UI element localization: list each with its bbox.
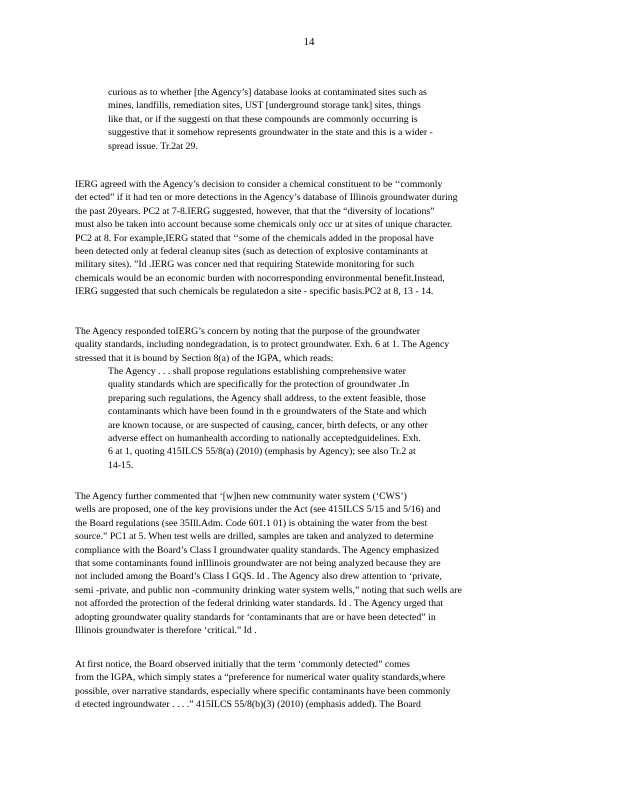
text-line: mines, landfills, remediation sites, UST [underground storage tank] sites, things xyxy=(108,100,421,112)
paragraph-first-notice xyxy=(75,658,540,712)
text-line: IERG agreed with the Agency’s decision to consider a chemical constituent to be ‘‘commonly xyxy=(75,179,443,190)
text-line: must also be taken into account because some chemicals only occ ur at sites of unique character. xyxy=(75,219,453,231)
text-line: been detected only at federal cleanup sites (such as detection of explosive contaminants at xyxy=(75,245,428,257)
text-line: adverse effect on humanhealth according to nationally acceptedguidelines. Exh. xyxy=(108,432,421,444)
text-line: curious as to whether [the Agency’s] database looks at contaminated sites such as xyxy=(108,87,427,98)
text-line: Illinois groundwater is therefore ‘critical.” Id . xyxy=(75,624,257,636)
text-line: military sites). ”Id .IERG was concer ned that requiring Statewide monitoring for such xyxy=(75,259,414,271)
paragraph-agency-response xyxy=(75,325,540,365)
page-number: 14 xyxy=(303,36,315,48)
text-line: IERG suggested that such chemicals be regulatedon a site - specific basis.PC2 at 8, 13 - 14. xyxy=(75,286,434,298)
text-line: not afforded the protection of the federal drinking water standards. Id . The Agency urged that xyxy=(75,598,444,610)
text-line: PC2 at 8. For example,IERG stated that ‘‘some of the chemicals added in the proposal have xyxy=(75,232,434,244)
text-line: The Agency . . . shall propose regulations establishing comprehensive water xyxy=(108,366,406,377)
text-line: are known tocause, or are suspected of causing, cancer, birth defects, or any other xyxy=(108,419,428,431)
block-quote-igpa xyxy=(108,365,503,472)
text-line: spread issue. Tr.2at 29. xyxy=(108,140,198,152)
text-line: chemicals would be an economic burden with nocorresponding environmental benefit.Instead, xyxy=(75,272,445,284)
paragraph-ierg-comment xyxy=(75,178,540,299)
block-quote-transcript xyxy=(108,86,510,153)
text-line: possible, over narrative standards, especially where specific contaminants have been commonly xyxy=(75,685,451,697)
text-line: compliance with the Board’s Class I groundwater quality standards. The Agency emphasized xyxy=(75,544,439,556)
text-line: contaminants which have been found in th e groundwaters of the State and which xyxy=(108,406,427,418)
text-line: the Board regulations (see 35Ill.Adm. Code 601.1 01) is obtaining the water from the best xyxy=(75,517,428,529)
text-line: quality standards which are specifically for the protection of groundwater .In xyxy=(108,379,410,391)
text-line: stressed that it is bound by Section 8(a) of the IGPA, which reads: xyxy=(75,352,334,364)
text-line: 6 at 1, quoting 415ILCS 55/8(a) (2010) (emphasis by Agency); see also Tr.2 at xyxy=(108,446,416,458)
text-line: wells are proposed, one of the key provisions under the Act (see 415ILCS 5/15 and 5/16) and xyxy=(75,504,441,516)
text-line: source.” PC1 at 5. When test wells are drilled, samples are taken and analyzed to determine xyxy=(75,531,434,543)
text-line: quality standards, including nondegradation, is to protect groundwater. Exh. 6 at 1. The Agency xyxy=(75,339,450,351)
text-line: 14-15. xyxy=(108,459,134,471)
paragraph-agency-further-comment xyxy=(75,490,540,637)
text-line: det ected” if it had ten or more detections in the Agency’s database of Illinois groundwater during xyxy=(75,192,458,204)
text-line: At first notice, the Board observed initially that the term ‘commonly detected” comes xyxy=(75,659,410,670)
text-line: The Agency further commented that ‘[w]hen new community water system (‘CWS’) xyxy=(75,491,407,502)
text-line: d etected ingroundwater . . . .” 415ILCS 55/8(b)(3) (2010) (emphasis added). The Board xyxy=(75,699,421,711)
text-line: like that, or if the suggesti on that these compounds are commonly occurring is xyxy=(108,113,418,125)
text-line: that some contaminants found inIllinois groundwater are not being analyzed because they are xyxy=(75,557,441,569)
text-line: from the IGPA, which simply states a “preference for numerical water quality standards,where xyxy=(75,672,446,684)
text-line: semi -private, and public non -community drinking water system wells,” noting that such wells are xyxy=(75,584,462,596)
text-line: The Agency responded toIERG’s concern by noting that the purpose of the groundwater xyxy=(75,326,420,337)
text-line: not included among the Board’s Class I GQS. Id . The Agency also drew attention to ‘private, xyxy=(75,571,442,583)
text-line: suggestive that it somehow represents groundwater in the state and this is a wider - xyxy=(108,127,433,139)
text-line: adopting groundwater quality standards for ‘contaminants that are or have been detected” in xyxy=(75,611,436,623)
text-line: the past 20years. PC2 at 7-8.IERG suggested, however, that that the “diversity of locations” xyxy=(75,205,435,217)
text-line: preparing such regulations, the Agency shall address, to the extent feasible, those xyxy=(108,392,426,404)
